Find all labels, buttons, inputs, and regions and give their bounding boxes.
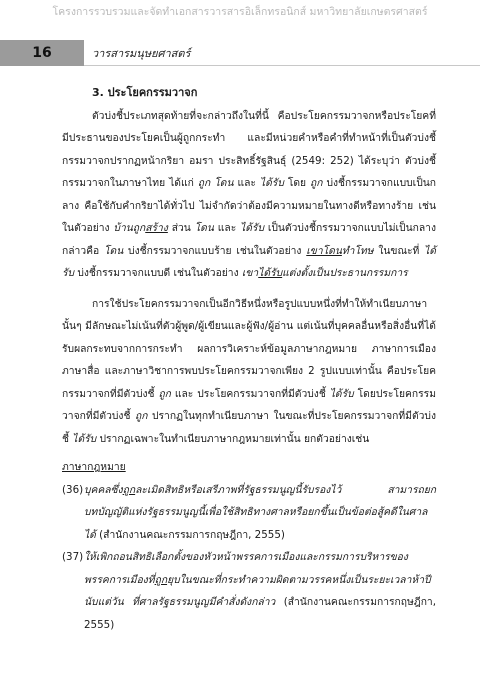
header-divider — [84, 65, 480, 66]
watermark-text: โครงการรวบรวมและจัดทำเอกสารวารสารอิเล็กทรอนิกส์ มหาวิทยาลัยเกษตรศาสตร์ — [52, 6, 428, 18]
example-item — [62, 479, 436, 547]
example-number: (37) — [62, 551, 84, 563]
page-number: 16 — [0, 40, 84, 66]
section-heading: 3. ประโยคกรรมวาจก — [92, 86, 198, 99]
page-header — [0, 40, 480, 66]
document-body — [62, 82, 436, 636]
examples-heading: ภาษากฎหมาย — [62, 461, 126, 473]
paragraph-2: การใช้ประโยคกรรมวาจกเป็นอีกวิธีหนึ่งหรือรูปแบบหนึ่งที่ทำให้ทำเนียบภาษานั้นๆ มีลักษณะไม่เน้นที่ตัวผู้พูด/ผู้เขียนและผู้ฟัง/ผู้อ่าน แต่เน้นที่บุคคลอื่นหรือสิ่งอื่นที่ได้รับผลกระทบจากการกระทำ ผลการวิเคราะห์ข้อมูลภาษากฎหมาย ภาษาการเมือง ภาษาสื่อ และภาษาวิชาการพบประโยคกรรมวาจกเพียง 2 รูปแบบเท่านั้น คือประโยคกรรมวาจกที่มีตัวบ่งชี้ ถูก และ ประโยคกรรมวาจกที่มีตัวบ่งชี้ ได้รับ โดยประโยคกรรมวาจกที่มีตัวบ่งชี้ ถูก ปรากฏในทุกทำเนียบภาษา ในขณะที่ประโยคกรรมวาจกที่มีตัวบ่งชี้ ได้รับ ปรากฏเฉพาะในทำเนียบภาษากฎหมายเท่านั้น ยกตัวอย่างเช่น — [62, 297, 436, 445]
example-number: (36) — [62, 483, 84, 496]
example-text: บุคคลซึ่งถูกละเมิดสิทธิหรือเสรีภาพที่รัฐธรรมนูญนี้รับรองไว้ สามารถยกบทบัญญัติแห่งรัฐธรรมนูญนี้เพื่อใช้สิทธิทางศาลหรือยกขึ้นเป็นข้อต่อสู้คดีในศาลได้ (สำนักงานคณะกรรมการกฤษฎีกา, 2555) — [84, 483, 436, 541]
paragraph-1: ตัวบ่งชี้ประเภทสุดท้ายที่จะกล่าวถึงในที่นี้ คือประโยคกรรมวาจกหรือประโยคที่มีประธานของประโยคเป็นผู้ถูกกระทำ และมีหน่วยคำหรือคำที่ทำหน้าที่เป็นตัวบ่งชี้กรรมวาจกปรากฏหน้ากริยา อมรา ประสิทธิ์รัฐสินธุ์ (2549: 252) ได้ระบุว่า ตัวบ่งชี้กรรมวาจกในภาษาไทย ได้แก่ ถูก โดน และ ได้รับ โดย ถูก บ่งชี้กรรมวาจกแบบเป็นกลาง คือใช้กับคำกริยาได้ทั่วไป ไม่จำกัดว่าต้องมีความหมายในทางดีหรือทางร้าย เช่นในตัวอย่าง บ้านถูกสร้าง ส่วน โดน และ ได้รับ เป็นตัวบ่งชี้กรรมวาจกแบบไม่เป็นกลาง กล่าวคือ โดน บ่งชี้กรรมวาจกแบบร้าย เช่นในตัวอย่าง เขาโดนทำโทษ ในขณะที่ ได้รับ บ่งชี้กรรมวาจกแบบดี เช่นในตัวอย่าง เขาได้รับแต่งตั้งเป็นประธานกรรมการ — [62, 109, 437, 279]
example-text: ให้เพิกถอนสิทธิเลือกตั้งของหัวหน้าพรรคการเมืองและกรรมการบริหารของพรรคการเมืองที่ถูกยุบในขณะที่กระทำความผิดตามวรรคหนึ่งเป็นระยะเวลาห้าปีนับแต่วัน ที่ศาลรัฐธรรมนูญมีคำสั่งดังกล่าว (สำนักงานคณะกรรมการกฤษฎีกา, 2555) — [84, 551, 436, 631]
example-item — [62, 546, 436, 636]
running-title: วารสารมนุษยศาสตร์ — [92, 47, 191, 60]
